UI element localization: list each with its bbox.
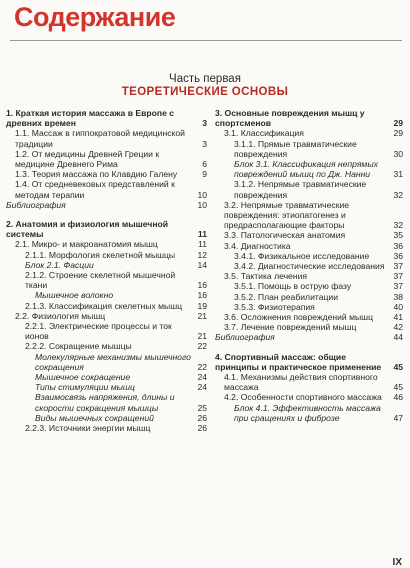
toc-entry[interactable] (6, 108, 207, 128)
toc-entry-title: 3.2. Непрямые травматические повреждения: этиопатогенез и предрасполагающие факторы (224, 199, 350, 231)
toc-entry-page: 14 (197, 259, 207, 270)
toc-entry-title: Взаимосвязь напряжения, длины и скорости сокращения мышцы (35, 392, 175, 413)
toc-entry[interactable] (215, 322, 403, 332)
toc-entry-page: 35 (393, 230, 403, 241)
toc-entry-title: 2.1.3. Классификация скелетных мышц (25, 300, 183, 311)
toc-entry-title: Библиография (215, 332, 275, 343)
page-title: Содержание (14, 2, 176, 32)
toc-entry-title: 3.1.2. Непрямые травматические повреждения (234, 179, 367, 200)
toc-entry-title: 3.5.2. План реабилитации (234, 291, 339, 302)
toc-entry-page: 12 (197, 249, 207, 260)
toc-entry[interactable] (215, 230, 403, 240)
toc-entry-title: Типы стимуляции мышц (35, 382, 135, 393)
toc-entry[interactable] (215, 128, 403, 138)
toc-entry[interactable] (215, 312, 403, 322)
toc-entry[interactable] (215, 108, 403, 128)
toc-entry-title: 1.4. От средневековых представлений к методам терапии (15, 179, 175, 200)
toc-entry-page: 32 (393, 220, 403, 231)
toc-entry-title: 2.1.2. Строение скелетной мышечной ткани (25, 270, 176, 291)
toc-entry[interactable] (6, 250, 207, 260)
toc-entry-page: 37 (393, 261, 403, 272)
toc-entry-page: 11 (197, 229, 207, 240)
toc-entry-title: 3.1.1. Прямые травматические повреждения (234, 138, 357, 159)
toc-entry-page: 3 (202, 138, 207, 149)
toc-entry[interactable] (215, 281, 403, 291)
toc-entry[interactable] (215, 392, 403, 402)
toc-entry-page: 30 (393, 148, 403, 159)
toc-entry-page: 26 (197, 423, 207, 434)
toc-entry-title: Блок 4.1. Эффективность массажа при сращениях и фиброзе (234, 402, 381, 423)
toc-entry-page: 6 (202, 159, 207, 170)
toc-entry-page: 16 (197, 280, 207, 291)
toc-entry-title: 3.5.1. Помощь в острую фазу (234, 281, 352, 292)
toc-entry-title: 4.1. Механизмы действия спортивного массажа (224, 372, 378, 393)
toc-entry-title: 3.5. Тактика лечения (224, 271, 308, 282)
toc-entry[interactable] (215, 261, 403, 271)
toc-entry-title: 3.4. Диагностика (224, 240, 291, 251)
title-divider (10, 40, 402, 41)
toc-entry[interactable] (215, 159, 403, 179)
toc-entry-title: 2. Анатомия и физиология мышечной системы (6, 219, 169, 240)
toc-entry-page: 21 (197, 310, 207, 321)
toc-entry-title: Мышечное волокно (35, 290, 114, 301)
toc-entry-page: 29 (393, 118, 403, 129)
toc-entry-title: 3.5.3. Физиотерапия (234, 301, 315, 312)
toc-entry-title: 2.1. Микро- и макроанатомия мышц (15, 239, 158, 250)
toc-entry[interactable] (215, 292, 403, 302)
toc-entry[interactable] (6, 301, 207, 311)
toc-entry-title: 3. Основные повреждения мышц у спортсменов (215, 108, 365, 129)
toc-entry-page: 10 (197, 199, 207, 210)
toc-entry-title: 2.2.2. Сокращение мышцы (25, 341, 132, 352)
toc-entry-title: 2.2. Физиология мышц (15, 310, 106, 321)
toc-entry-page: 19 (197, 300, 207, 311)
toc-entry-page: 25 (197, 402, 207, 413)
toc-entry-page: 11 (198, 239, 207, 250)
toc-entry[interactable] (6, 290, 207, 300)
toc-entry-title: 3.7. Лечение повреждений мышц (224, 322, 357, 333)
toc-entry-page: 42 (393, 322, 403, 333)
toc-entry-page: 44 (393, 332, 403, 343)
toc-entry[interactable] (215, 352, 403, 372)
toc-entry-page: 9 (202, 169, 207, 180)
toc-entry[interactable] (215, 332, 403, 342)
toc-entry[interactable] (6, 200, 207, 210)
toc-entry[interactable] (215, 302, 403, 312)
toc-entry[interactable] (6, 341, 207, 351)
toc-entry[interactable] (6, 270, 207, 290)
toc-entry[interactable] (215, 200, 403, 231)
toc-entry-title: 3.3. Патологическая анатомия (224, 230, 346, 241)
toc-entry[interactable] (6, 260, 207, 270)
toc-entry[interactable] (215, 372, 403, 392)
toc-entry[interactable] (6, 179, 207, 199)
toc-entry-title: 3.1. Классификация (224, 128, 304, 139)
toc-entry-title: 2.2.3. Источники энергии мышц (25, 423, 151, 434)
toc-entry-page: 26 (197, 412, 207, 423)
toc-entry[interactable] (6, 149, 207, 169)
toc-entry-title: 1. Краткая история массажа в Европе с древних времен (6, 108, 175, 129)
toc-entry-page: 47 (393, 412, 403, 423)
toc-entry[interactable] (6, 219, 207, 239)
toc-entry-title: Мышечное сокращение (35, 372, 131, 383)
part-label: Часть первая (169, 73, 241, 85)
toc-entry-title: 2.1.1. Морфология скелетной мышцы (25, 249, 176, 260)
toc-entry-title: Молекулярные механизмы мышечного сокращения (35, 351, 191, 372)
toc-entry-page: 40 (393, 301, 403, 312)
toc-entry-page: 37 (393, 281, 403, 292)
toc-entry[interactable] (215, 403, 403, 423)
toc-entry[interactable] (6, 311, 207, 321)
toc-entry[interactable] (215, 179, 403, 199)
toc-entry-page: 21 (197, 331, 207, 342)
toc-entry-title: Блок 2.1. Фасции (25, 259, 94, 270)
toc-entry-title: 4.2. Особенности спортивного массажа (224, 392, 382, 403)
toc-entry-page: 29 (393, 128, 403, 139)
toc-entry-page: 41 (393, 312, 403, 323)
toc-entry[interactable] (6, 352, 207, 372)
toc-entry-page: 32 (393, 189, 403, 200)
toc-entry-title: Виды мышечных сокращений (35, 412, 154, 423)
toc-entry[interactable] (215, 251, 403, 261)
toc-entry-page: 38 (393, 291, 403, 302)
toc-entry-title: Блок 3.1. Классификация непрямых повреждений мышц по Дж. Нанни (234, 159, 378, 180)
toc-entry[interactable] (6, 239, 207, 249)
toc-entry[interactable] (215, 241, 403, 251)
toc-entry-title: 3.4.1. Физикальное исследование (234, 250, 370, 261)
toc-entry-page: 16 (197, 290, 207, 301)
page-number: IX (392, 557, 402, 568)
toc-entry[interactable] (6, 423, 207, 433)
toc-entry-page: 24 (197, 382, 207, 393)
toc-entry[interactable] (6, 382, 207, 392)
toc-left-column (6, 108, 207, 433)
toc-entry-page: 31 (393, 169, 403, 180)
toc-entry[interactable] (215, 271, 403, 281)
toc-entry[interactable] (6, 413, 207, 423)
toc-entry-page: 45 (393, 361, 403, 372)
toc-entry[interactable] (6, 372, 207, 382)
toc-entry-page: 36 (393, 250, 403, 261)
toc-entry-page: 45 (393, 382, 403, 393)
toc-entry-title: 2.2.1. Электрические процессы и ток ионов (25, 321, 172, 342)
toc-entry-page: 36 (393, 240, 403, 251)
toc-entry-title: 1.3. Теория массажа по Клавдию Галену (15, 169, 178, 180)
toc-entry[interactable] (6, 321, 207, 341)
toc-entry-title: 3.6. Осложнения повреждений мышц (224, 312, 373, 323)
toc-entry-page: 46 (393, 392, 403, 403)
toc-entry-page: 37 (393, 271, 403, 282)
toc-entry[interactable] (6, 128, 207, 148)
toc-entry[interactable] (6, 392, 207, 412)
toc-entry[interactable] (215, 139, 403, 159)
toc-right-column (215, 108, 403, 423)
toc-entry-title: 1.1. Массаж в гиппократовой медицинской традиции (15, 128, 185, 149)
toc-entry-page: 22 (197, 341, 207, 352)
toc-entry-page: 24 (197, 372, 207, 383)
toc-entry-title: 4. Спортивный массаж: общие принципы и практическое применение (215, 351, 382, 372)
toc-entry-title: 3.4.2. Диагностические исследования (234, 261, 385, 272)
toc-entry-page: 22 (197, 361, 207, 372)
toc-entry-page: 10 (197, 189, 207, 200)
toc-entry[interactable] (6, 169, 207, 179)
toc-entry-title: 1.2. От медицины Древней Греции к медицине Древнего Рима (15, 148, 160, 170)
toc-entry-title: Библиография (6, 199, 66, 210)
part-name: ТЕОРЕТИЧЕСКИЕ ОСНОВЫ (121, 86, 289, 98)
toc-entry-page: 3 (202, 118, 207, 129)
